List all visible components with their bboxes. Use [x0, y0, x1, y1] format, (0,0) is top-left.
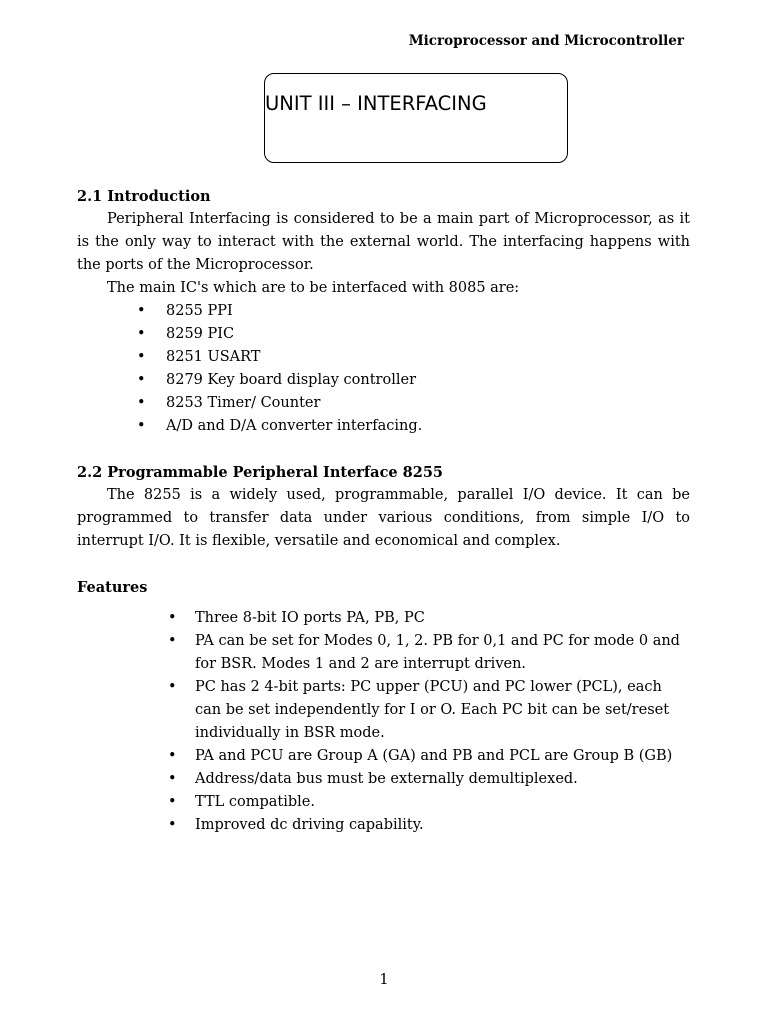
list-item: • Address/data bus must be externally demultiplexed. — [77, 768, 690, 791]
list-item: • TTL compatible. — [77, 791, 690, 814]
list-item: • PA can be set for Modes 0, 1, 2. PB for 0,1 and PC for mode 0 and for BSR. Modes 1 and 2 are interrupt driven. — [77, 630, 690, 676]
list-item: • 8253 Timer/ Counter — [77, 392, 690, 415]
section-heading-introduction: 2.1 Introduction — [77, 188, 211, 205]
list-item: • 8251 USART — [77, 346, 690, 369]
intro-lead: The main IC's which are to be interfaced with 8085 are: — [107, 280, 520, 296]
unit-title-box — [264, 73, 568, 163]
list-item: • A/D and D/A converter interfacing. — [77, 415, 690, 438]
list-item: • 8279 Key board display controller — [77, 369, 690, 392]
features-heading: Features — [77, 579, 148, 596]
page-number: 1 — [379, 972, 389, 988]
list-item: • 8259 PIC — [77, 323, 690, 346]
unit-title: UNIT III – INTERFACING — [265, 92, 487, 115]
features-list — [77, 607, 690, 837]
ic-list — [77, 300, 690, 438]
document-body — [77, 185, 690, 837]
ppi-paragraph: The 8255 is a widely used, programmable, parallel I/O device. It can be programmed to transfer data under various conditions, from simple I/O to interrupt I/O. It is flexible, versatile and economical and complex. — [77, 487, 690, 549]
list-item: • 8255 PPI — [77, 300, 690, 323]
intro-paragraph: Peripheral Interfacing is considered to be a main part of Microprocessor, as it is the only way to interact with the external world. The interfacing happens with the ports of the Microprocessor. — [77, 211, 690, 273]
running-header: Microprocessor and Microcontroller — [408, 33, 684, 49]
list-item: • Improved dc driving capability. — [77, 814, 690, 837]
section-heading-ppi: 2.2 Programmable Peripheral Interface 8255 — [77, 464, 444, 481]
list-item: • Three 8-bit IO ports PA, PB, PC — [77, 607, 690, 630]
list-item: • PC has 2 4-bit parts: PC upper (PCU) and PC lower (PCL), each can be set independently for I or O. Each PC bit can be set/reset individually in BSR mode. — [77, 676, 690, 745]
list-item: • PA and PCU are Group A (GA) and PB and PCL are Group B (GB) — [77, 745, 690, 768]
